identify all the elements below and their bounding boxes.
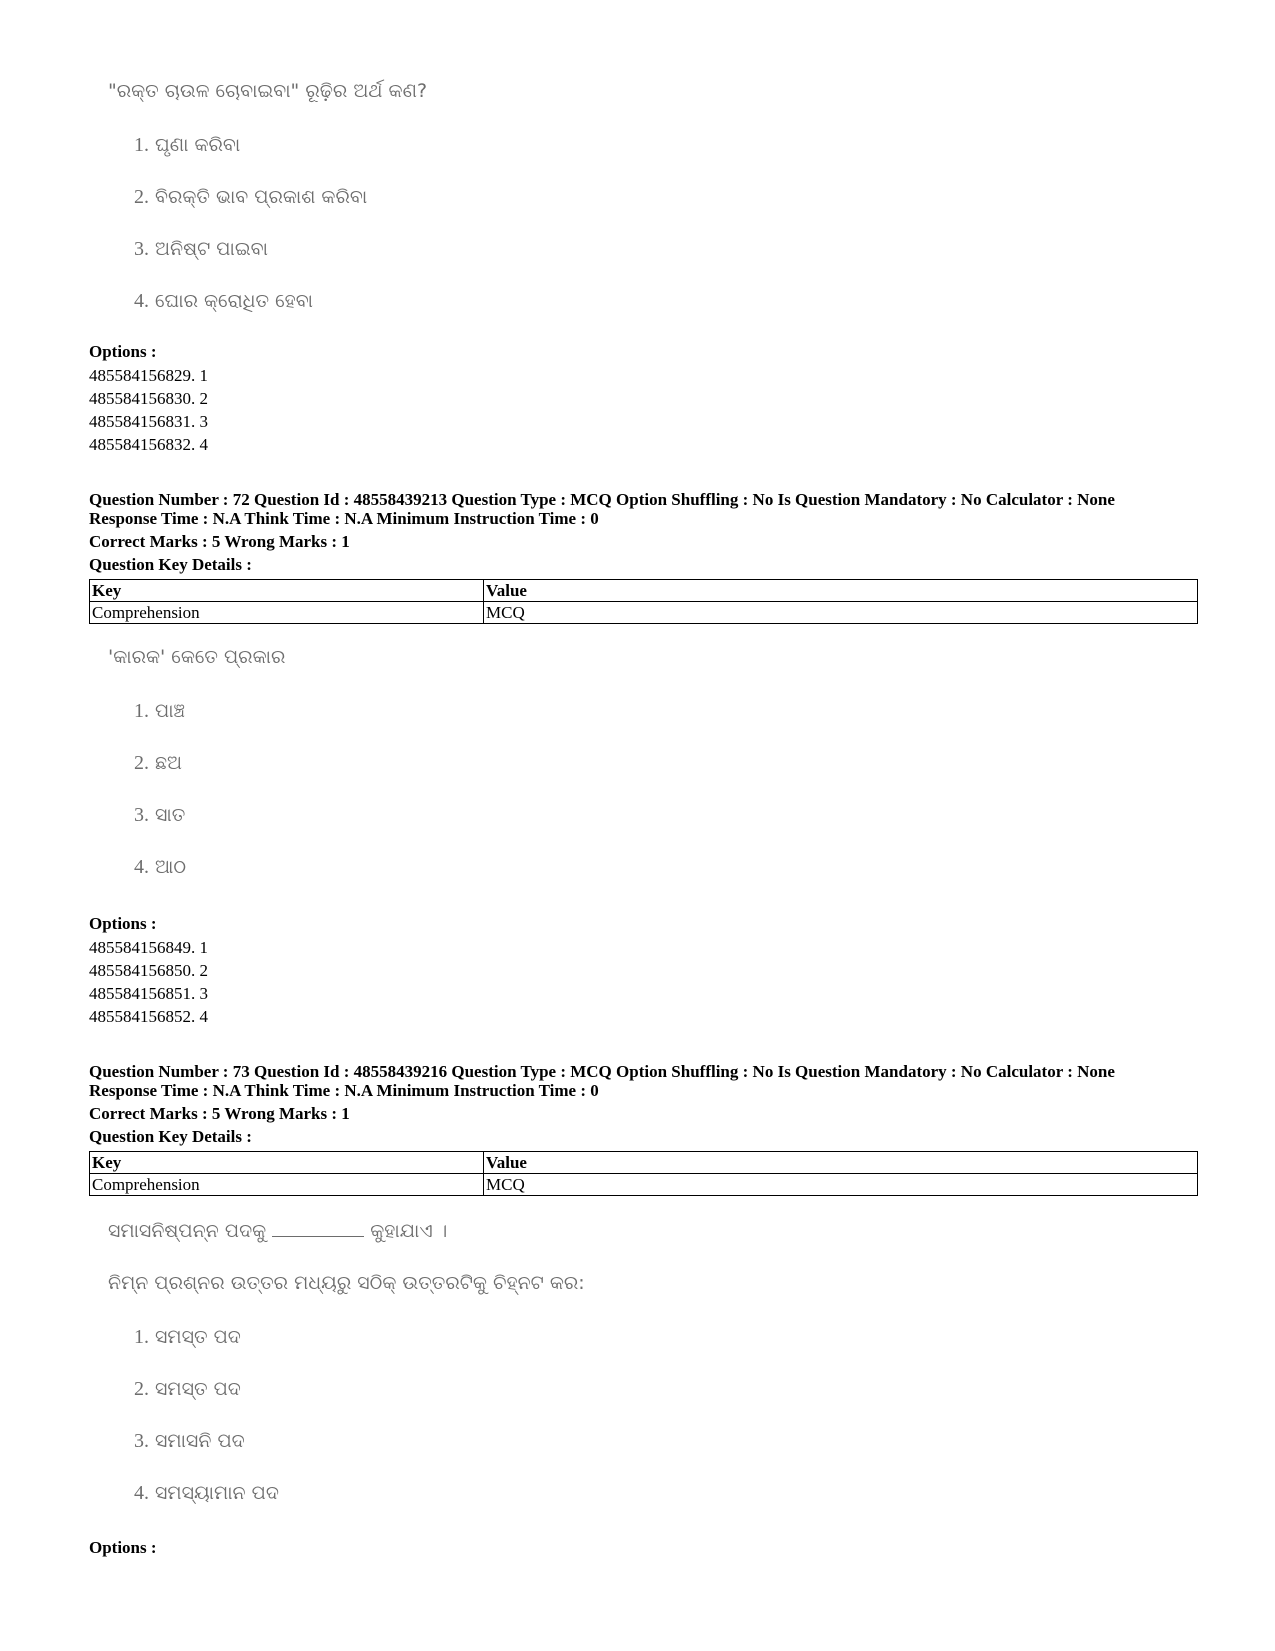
- question-stem: ସମାସନିଷ୍ପନ୍ନ ପଦକୁ କୁହାଯାଏ ।: [108, 1220, 448, 1242]
- key-value-table: [89, 1151, 1198, 1196]
- question-choice-3: 3. ସମାସନି ପଦ: [134, 1430, 245, 1452]
- options-label: Options :: [89, 1538, 157, 1557]
- question-instruction: ନିମ୍ନ ପ୍ରଶ୍ନର ଉତ୍ତର ମଧ୍ୟରୁ ସଠିକ୍ ଉତ୍ତରଟିକୁ ଚିହ୍ନଟ କର:: [108, 1272, 585, 1294]
- question-choice-2: 2. ବିରକ୍ତି ଭାବ ପ୍ରକାଶ କରିବା: [134, 186, 368, 208]
- question-choice-1: 1. ଘୃଣା କରିବା: [134, 134, 241, 156]
- key-value-table: [89, 579, 1198, 624]
- question-choice-4: 4. ଘୋର କ୍ରୋଧିତ ହେବା: [134, 290, 314, 312]
- table-header-row: [90, 580, 1198, 602]
- table-header-key: Key: [90, 580, 484, 602]
- option-line: 485584156851. 3: [89, 984, 208, 1003]
- option-line: 485584156830. 2: [89, 389, 208, 408]
- question-choice-1: 1. ପାଞ୍ଚ: [134, 700, 186, 722]
- question-header-line1: Question Number : 72 Question Id : 48558439213 Question Type : MCQ Option Shuffling : No Is Question Mandatory : No Calculator : None: [89, 490, 1115, 509]
- question-choice-1: 1. ସମସ୍ତ ପଦ: [134, 1326, 241, 1348]
- key-details-label: Question Key Details :: [89, 1127, 252, 1146]
- question-header-line1: Question Number : 73 Question Id : 48558439216 Question Type : MCQ Option Shuffling : No Is Question Mandatory : No Calculator : None: [89, 1062, 1115, 1081]
- question-header-line2: Response Time : N.A Think Time : N.A Minimum Instruction Time : 0: [89, 1081, 599, 1100]
- table-header-row: [90, 1152, 1198, 1174]
- option-line: 485584156852. 4: [89, 1007, 208, 1026]
- question-choice-3: 3. ସାତ: [134, 804, 186, 826]
- table-header-key: Key: [90, 1152, 484, 1174]
- answer-blank: [272, 1222, 364, 1237]
- question-choice-2: 2. ଛଅ: [134, 752, 183, 774]
- table-header-value: Value: [484, 1152, 1198, 1174]
- option-line: 485584156849. 1: [89, 938, 208, 957]
- table-row: [90, 1174, 1198, 1196]
- question-stem: "ରକ୍ତ ଚାଉଳ ଚୋବାଇବା" ରୂଢ଼ିର ଅର୍ଥ କଣ?: [108, 80, 428, 102]
- options-label: Options :: [89, 914, 157, 933]
- question-choice-4: 4. ଆଠ: [134, 856, 187, 878]
- table-row: [90, 602, 1198, 624]
- question-stem: 'କାରକ' କେତେ ପ୍ରକାର: [108, 646, 286, 668]
- question-header-line2: Response Time : N.A Think Time : N.A Minimum Instruction Time : 0: [89, 509, 599, 528]
- table-header-value: Value: [484, 580, 1198, 602]
- option-line: 485584156832. 4: [89, 435, 208, 454]
- table-cell-value: MCQ: [484, 1174, 1198, 1196]
- table-cell-key: Comprehension: [90, 1174, 484, 1196]
- question-choice-2: 2. ସମସ୍ତ ପଦ: [134, 1378, 241, 1400]
- option-line: 485584156829. 1: [89, 366, 208, 385]
- question-choice-4: 4. ସମସ୍ୟାମାନ ପଦ: [134, 1482, 279, 1504]
- option-line: 485584156831. 3: [89, 412, 208, 431]
- key-details-label: Question Key Details :: [89, 555, 252, 574]
- table-cell-value: MCQ: [484, 602, 1198, 624]
- options-label: Options :: [89, 342, 157, 361]
- question-choice-3: 3. ଅନିଷ୍ଟ ପାଇବା: [134, 238, 268, 260]
- marks-line: Correct Marks : 5 Wrong Marks : 1: [89, 532, 350, 551]
- table-cell-key: Comprehension: [90, 602, 484, 624]
- option-line: 485584156850. 2: [89, 961, 208, 980]
- marks-line: Correct Marks : 5 Wrong Marks : 1: [89, 1104, 350, 1123]
